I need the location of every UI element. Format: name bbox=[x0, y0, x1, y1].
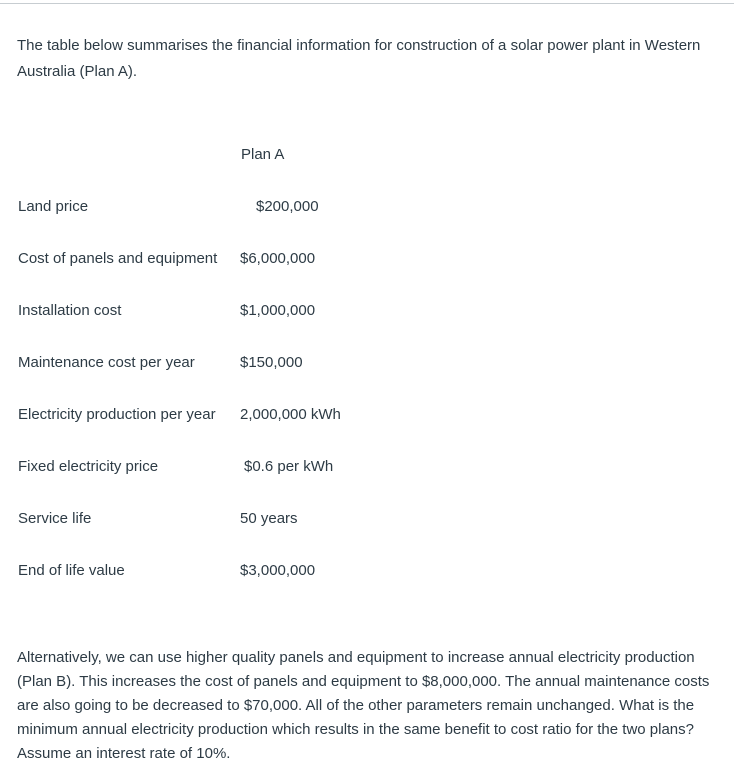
row-value-electricity-production: 2,000,000 kWh bbox=[240, 406, 341, 423]
row-label-panels-equipment: Cost of panels and equipment bbox=[18, 250, 218, 267]
row-label-electricity-price: Fixed electricity price bbox=[18, 458, 159, 475]
row-value-land-price: $200,000 bbox=[256, 198, 319, 215]
column-header-plan-a: Plan A bbox=[241, 146, 285, 163]
row-value-service-life: 50 years bbox=[240, 510, 298, 527]
row-label-electricity-production: Electricity production per year bbox=[18, 406, 216, 423]
row-value-end-of-life-value: $3,000,000 bbox=[240, 562, 316, 579]
row-label-maintenance-cost: Maintenance cost per year bbox=[18, 354, 195, 371]
top-divider bbox=[0, 3, 734, 4]
row-value-maintenance-cost: $150,000 bbox=[240, 354, 303, 371]
row-label-end-of-life-value: End of life value bbox=[18, 562, 125, 579]
row-label-installation-cost: Installation cost bbox=[18, 302, 122, 319]
row-value-panels-equipment: $6,000,000 bbox=[240, 250, 316, 267]
row-label-service-life: Service life bbox=[18, 510, 92, 527]
row-value-electricity-price: $0.6 per kWh bbox=[244, 458, 334, 475]
question-paragraph: Alternatively, we can use higher quality panels and equipment to increase annual electricity production (Plan B). This increases the cost of panels and equipment to $8,000,000. The annual maintenance costs are also going to be decreased to $70,000. All of the other parameters remain unchanged. What is the minimum annual electricity production which results in the same benefit to cost ratio for the two plans? Assume an interest rate of 10%. bbox=[17, 649, 710, 762]
row-label-land-price: Land price bbox=[18, 198, 89, 215]
intro-paragraph: The table below summarises the financial information for construction of a solar power plant in Western Australia (Plan A). bbox=[17, 37, 701, 80]
row-value-installation-cost: $1,000,000 bbox=[240, 302, 316, 319]
